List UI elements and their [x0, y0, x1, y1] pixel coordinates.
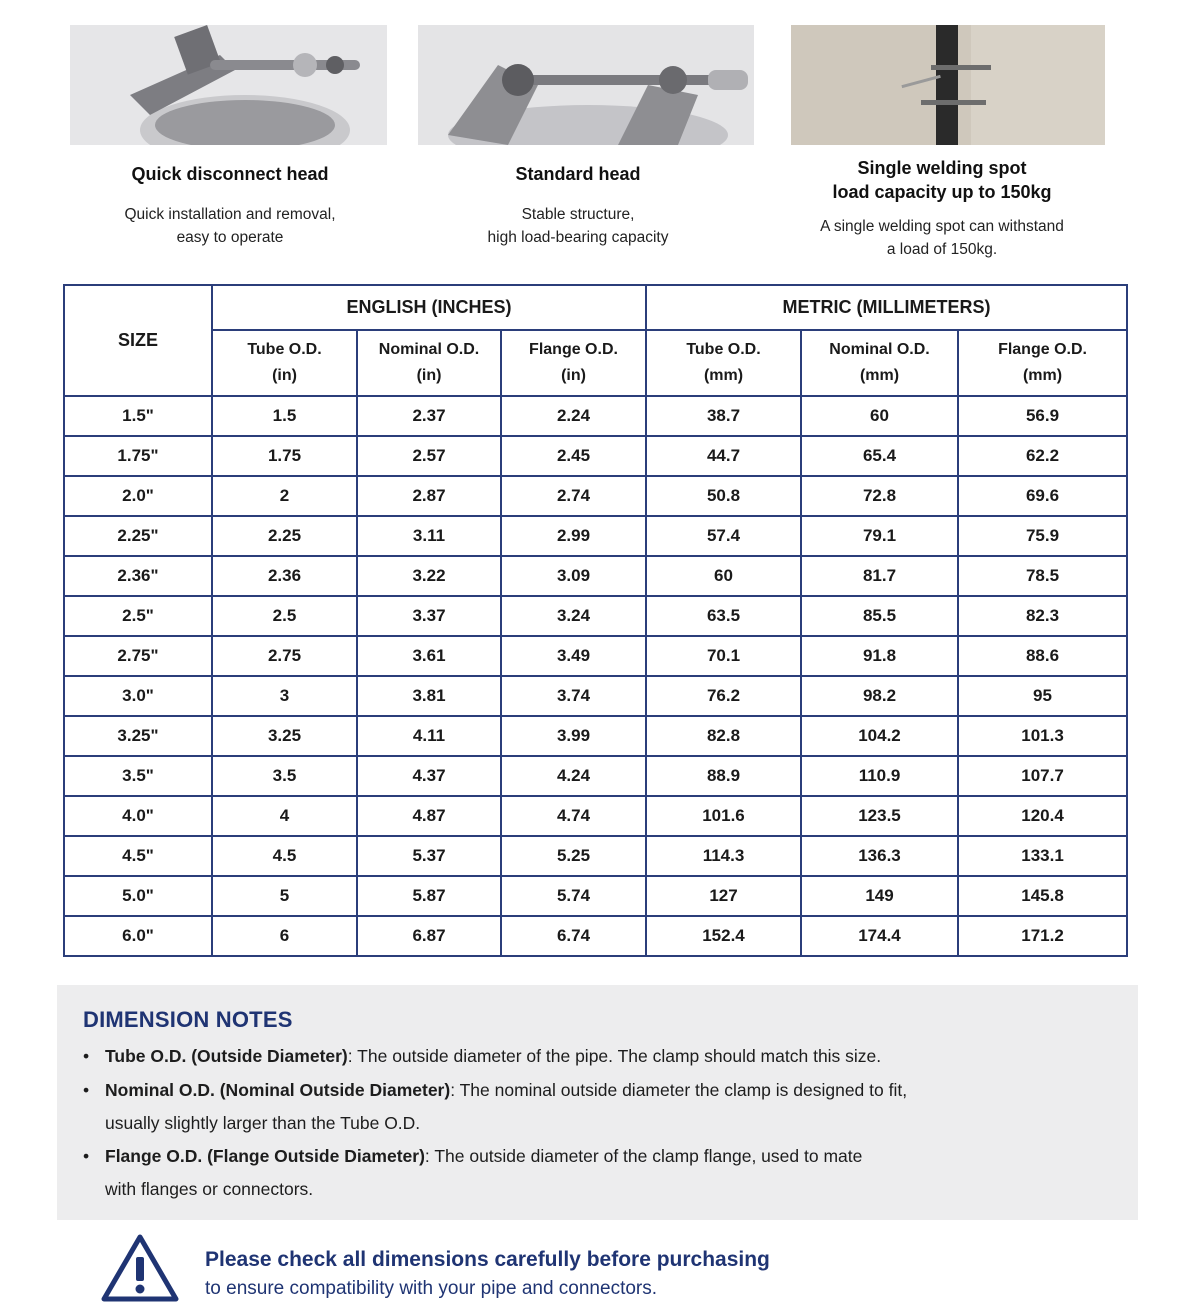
value-cell: 38.7: [646, 396, 801, 436]
table-row: [64, 396, 1127, 436]
value-cell: 3.49: [501, 636, 646, 676]
value-cell: 4.11: [357, 716, 501, 756]
size-cell: 2.0": [64, 476, 212, 516]
size-cell: 2.75": [64, 636, 212, 676]
value-cell: 4.5: [212, 836, 357, 876]
value-cell: 78.5: [958, 556, 1127, 596]
value-cell: 3.37: [357, 596, 501, 636]
value-cell: 2.37: [357, 396, 501, 436]
value-cell: 5: [212, 876, 357, 916]
column-header: Nominal O.D. (mm): [801, 330, 958, 396]
size-cell: 5.0": [64, 876, 212, 916]
size-cell: 6.0": [64, 916, 212, 956]
column-header: Nominal O.D. (in): [357, 330, 501, 396]
value-cell: 110.9: [801, 756, 958, 796]
value-cell: 2.25: [212, 516, 357, 556]
size-cell: 1.5": [64, 396, 212, 436]
value-cell: 63.5: [646, 596, 801, 636]
value-cell: 72.8: [801, 476, 958, 516]
quick-disconnect-head-photo: [70, 25, 387, 145]
value-cell: 2.24: [501, 396, 646, 436]
table-row: [64, 876, 1127, 916]
value-cell: 104.2: [801, 716, 958, 756]
value-cell: 3.11: [357, 516, 501, 556]
value-cell: 6.87: [357, 916, 501, 956]
value-cell: 171.2: [958, 916, 1127, 956]
value-cell: 2: [212, 476, 357, 516]
size-header: SIZE: [64, 285, 212, 396]
size-table: [63, 284, 1128, 957]
value-cell: 82.8: [646, 716, 801, 756]
value-cell: 44.7: [646, 436, 801, 476]
size-cell: 2.36": [64, 556, 212, 596]
value-cell: 4.74: [501, 796, 646, 836]
value-cell: 81.7: [801, 556, 958, 596]
value-cell: 6: [212, 916, 357, 956]
english-group-header: ENGLISH (INCHES): [212, 285, 646, 330]
value-cell: 62.2: [958, 436, 1127, 476]
table-row: [64, 476, 1127, 516]
value-cell: 2.74: [501, 476, 646, 516]
value-cell: 3.74: [501, 676, 646, 716]
table-row: [64, 756, 1127, 796]
value-cell: 1.5: [212, 396, 357, 436]
value-cell: 133.1: [958, 836, 1127, 876]
value-cell: 3.81: [357, 676, 501, 716]
feature-title-welding-spot: Single welding spot load capacity up to 150kg: [832, 158, 1052, 202]
column-header: Flange O.D. (in): [501, 330, 646, 396]
value-cell: 123.5: [801, 796, 958, 836]
size-cell: 3.25": [64, 716, 212, 756]
value-cell: 2.99: [501, 516, 646, 556]
size-cell: 3.0": [64, 676, 212, 716]
column-header: Tube O.D. (in): [212, 330, 357, 396]
table-row: [64, 676, 1127, 716]
value-cell: 127: [646, 876, 801, 916]
table-row: [64, 916, 1127, 956]
value-cell: 3.24: [501, 596, 646, 636]
warning-heading: Please check all dimensions carefully before purchasing: [205, 1248, 770, 1271]
size-cell: 2.25": [64, 516, 212, 556]
table-row: [64, 556, 1127, 596]
value-cell: 56.9: [958, 396, 1127, 436]
value-cell: 4.87: [357, 796, 501, 836]
value-cell: 145.8: [958, 876, 1127, 916]
table-row: [64, 636, 1127, 676]
value-cell: 3.99: [501, 716, 646, 756]
notes-title: DIMENSION NOTES: [83, 1007, 293, 1032]
feature-title-standard-head: Standard head: [515, 164, 641, 184]
value-cell: 2.5: [212, 596, 357, 636]
value-cell: 3.22: [357, 556, 501, 596]
size-cell: 4.0": [64, 796, 212, 836]
note-tube-od: • Tube O.D. (Outside Diameter): The outside diameter of the pipe. The clamp should match this size.: [83, 1046, 882, 1066]
welding-spot-photo: [791, 25, 1105, 145]
standard-head-photo: [418, 25, 754, 145]
value-cell: 70.1: [646, 636, 801, 676]
value-cell: 88.9: [646, 756, 801, 796]
value-cell: 3.25: [212, 716, 357, 756]
value-cell: 3.09: [501, 556, 646, 596]
value-cell: 114.3: [646, 836, 801, 876]
value-cell: 2.36: [212, 556, 357, 596]
value-cell: 3.5: [212, 756, 357, 796]
table-row: [64, 716, 1127, 756]
column-header: Flange O.D. (mm): [958, 330, 1127, 396]
value-cell: 4: [212, 796, 357, 836]
value-cell: 60: [646, 556, 801, 596]
value-cell: 101.6: [646, 796, 801, 836]
value-cell: 5.37: [357, 836, 501, 876]
value-cell: 82.3: [958, 596, 1127, 636]
value-cell: 120.4: [958, 796, 1127, 836]
dimension-notes-panel: [57, 985, 1138, 1220]
value-cell: 2.45: [501, 436, 646, 476]
value-cell: 174.4: [801, 916, 958, 956]
value-cell: 1.75: [212, 436, 357, 476]
feature-title-quick-disconnect: Quick disconnect head: [131, 164, 329, 184]
size-cell: 1.75": [64, 436, 212, 476]
table-row: [64, 796, 1127, 836]
note-flange-od: • Flange O.D. (Flange Outside Diameter): The outside diameter of the clamp flange, used to mate with flanges or connectors.: [83, 1146, 863, 1199]
feature-desc-quick-disconnect: Quick installation and removal, easy to operate: [124, 206, 336, 246]
value-cell: 95: [958, 676, 1127, 716]
value-cell: 50.8: [646, 476, 801, 516]
value-cell: 4.37: [357, 756, 501, 796]
value-cell: 88.6: [958, 636, 1127, 676]
size-cell: 3.5": [64, 756, 212, 796]
value-cell: 69.6: [958, 476, 1127, 516]
warning-triangle-icon: [100, 1233, 180, 1303]
warning-subtext: to ensure compatibility with your pipe and connectors.: [205, 1278, 658, 1299]
value-cell: 3: [212, 676, 357, 716]
value-cell: 5.87: [357, 876, 501, 916]
value-cell: 5.74: [501, 876, 646, 916]
note-nominal-od: • Nominal O.D. (Nominal Outside Diameter): The nominal outside diameter the clamp is designed to fit, usually slightly larger than the Tube O.D.: [83, 1080, 908, 1133]
value-cell: 60: [801, 396, 958, 436]
value-cell: 57.4: [646, 516, 801, 556]
value-cell: 4.24: [501, 756, 646, 796]
value-cell: 65.4: [801, 436, 958, 476]
value-cell: 101.3: [958, 716, 1127, 756]
value-cell: 152.4: [646, 916, 801, 956]
value-cell: 91.8: [801, 636, 958, 676]
value-cell: 2.75: [212, 636, 357, 676]
value-cell: 85.5: [801, 596, 958, 636]
value-cell: 149: [801, 876, 958, 916]
value-cell: 75.9: [958, 516, 1127, 556]
value-cell: 2.87: [357, 476, 501, 516]
metric-group-header: METRIC (MILLIMETERS): [646, 285, 1127, 330]
table-row: [64, 836, 1127, 876]
value-cell: 3.61: [357, 636, 501, 676]
value-cell: 98.2: [801, 676, 958, 716]
size-cell: 2.5": [64, 596, 212, 636]
table-row: [64, 436, 1127, 476]
value-cell: 5.25: [501, 836, 646, 876]
feature-desc-welding-spot: A single welding spot can withstand a load of 150kg.: [820, 218, 1064, 258]
table-row: [64, 596, 1127, 636]
value-cell: 2.57: [357, 436, 501, 476]
value-cell: 79.1: [801, 516, 958, 556]
size-cell: 4.5": [64, 836, 212, 876]
value-cell: 76.2: [646, 676, 801, 716]
value-cell: 136.3: [801, 836, 958, 876]
value-cell: 107.7: [958, 756, 1127, 796]
column-header: Tube O.D. (mm): [646, 330, 801, 396]
feature-desc-standard-head: Stable structure, high load-bearing capacity: [487, 206, 669, 246]
table-row: [64, 516, 1127, 556]
value-cell: 6.74: [501, 916, 646, 956]
